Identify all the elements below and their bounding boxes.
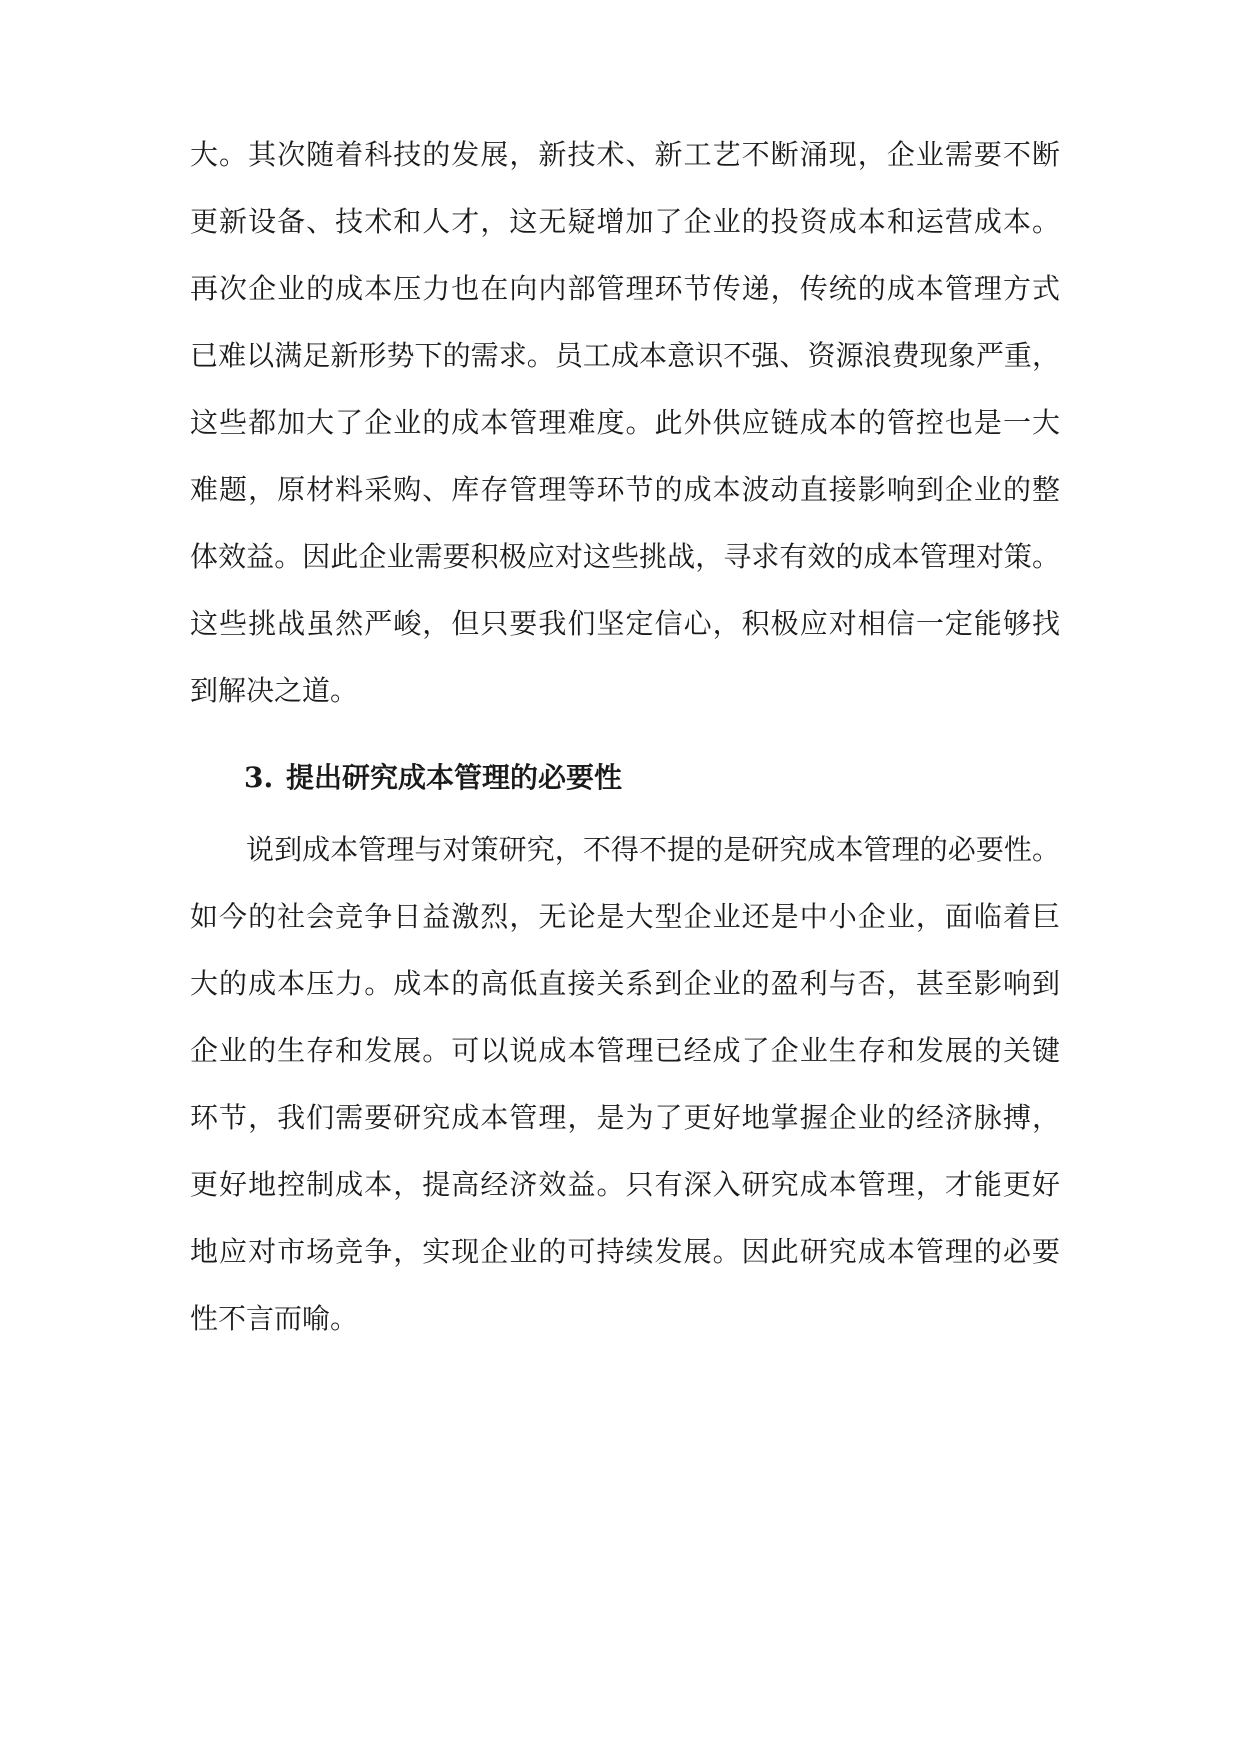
section-title: 提出研究成本管理的必要性 xyxy=(286,761,623,794)
paragraph-line: 这些都加大了企业的成本管理难度。此外供应链成本的管控也是一大 xyxy=(190,406,1060,439)
paragraph-line: 如今的社会竞争日益激烈，无论是大型企业还是中小企业，面临着巨 xyxy=(190,900,1060,933)
paragraph-line: 大。其次随着科技的发展，新技术、新工艺不断涌现，企业需要不断 xyxy=(190,138,1060,171)
section-number: 3. xyxy=(244,761,274,794)
paragraph-line: 再次企业的成本压力也在向内部管理环节传递，传统的成本管理方式 xyxy=(190,272,1060,305)
paragraph-line: 性不言而喻。 xyxy=(190,1302,359,1335)
paragraph-line: 到解决之道。 xyxy=(190,674,359,707)
paragraph-line: 说到成本管理与对策研究，不得不提的是研究成本管理的必要性。 xyxy=(246,833,1060,866)
paragraph-line: 环节，我们需要研究成本管理，是为了更好地掌握企业的经济脉搏， xyxy=(190,1101,1060,1134)
paragraph-line: 地应对市场竞争，实现企业的可持续发展。因此研究成本管理的必要 xyxy=(190,1235,1060,1268)
paragraph-line: 企业的生存和发展。可以说成本管理已经成了企业生存和发展的关键 xyxy=(190,1034,1060,1067)
paragraph-line: 体效益。因此企业需要积极应对这些挑战，寻求有效的成本管理对策。 xyxy=(190,540,1060,573)
paragraph-line: 更新设备、技术和人才，这无疑增加了企业的投资成本和运营成本。 xyxy=(190,205,1060,238)
paragraph-line: 难题，原材料采购、库存管理等环节的成本波动直接影响到企业的整 xyxy=(190,473,1060,506)
paragraph-line: 已难以满足新形势下的需求。员工成本意识不强、资源浪费现象严重， xyxy=(190,339,1060,372)
paragraph-line: 这些挑战虽然严峻，但只要我们坚定信心，积极应对相信一定能够找 xyxy=(190,607,1060,640)
section-heading-text xyxy=(244,758,622,798)
paragraph-line: 更好地控制成本，提高经济效益。只有深入研究成本管理，才能更好 xyxy=(190,1168,1060,1201)
paragraph-line: 大的成本压力。成本的高低直接关系到企业的盈利与否，甚至影响到 xyxy=(190,967,1060,1000)
